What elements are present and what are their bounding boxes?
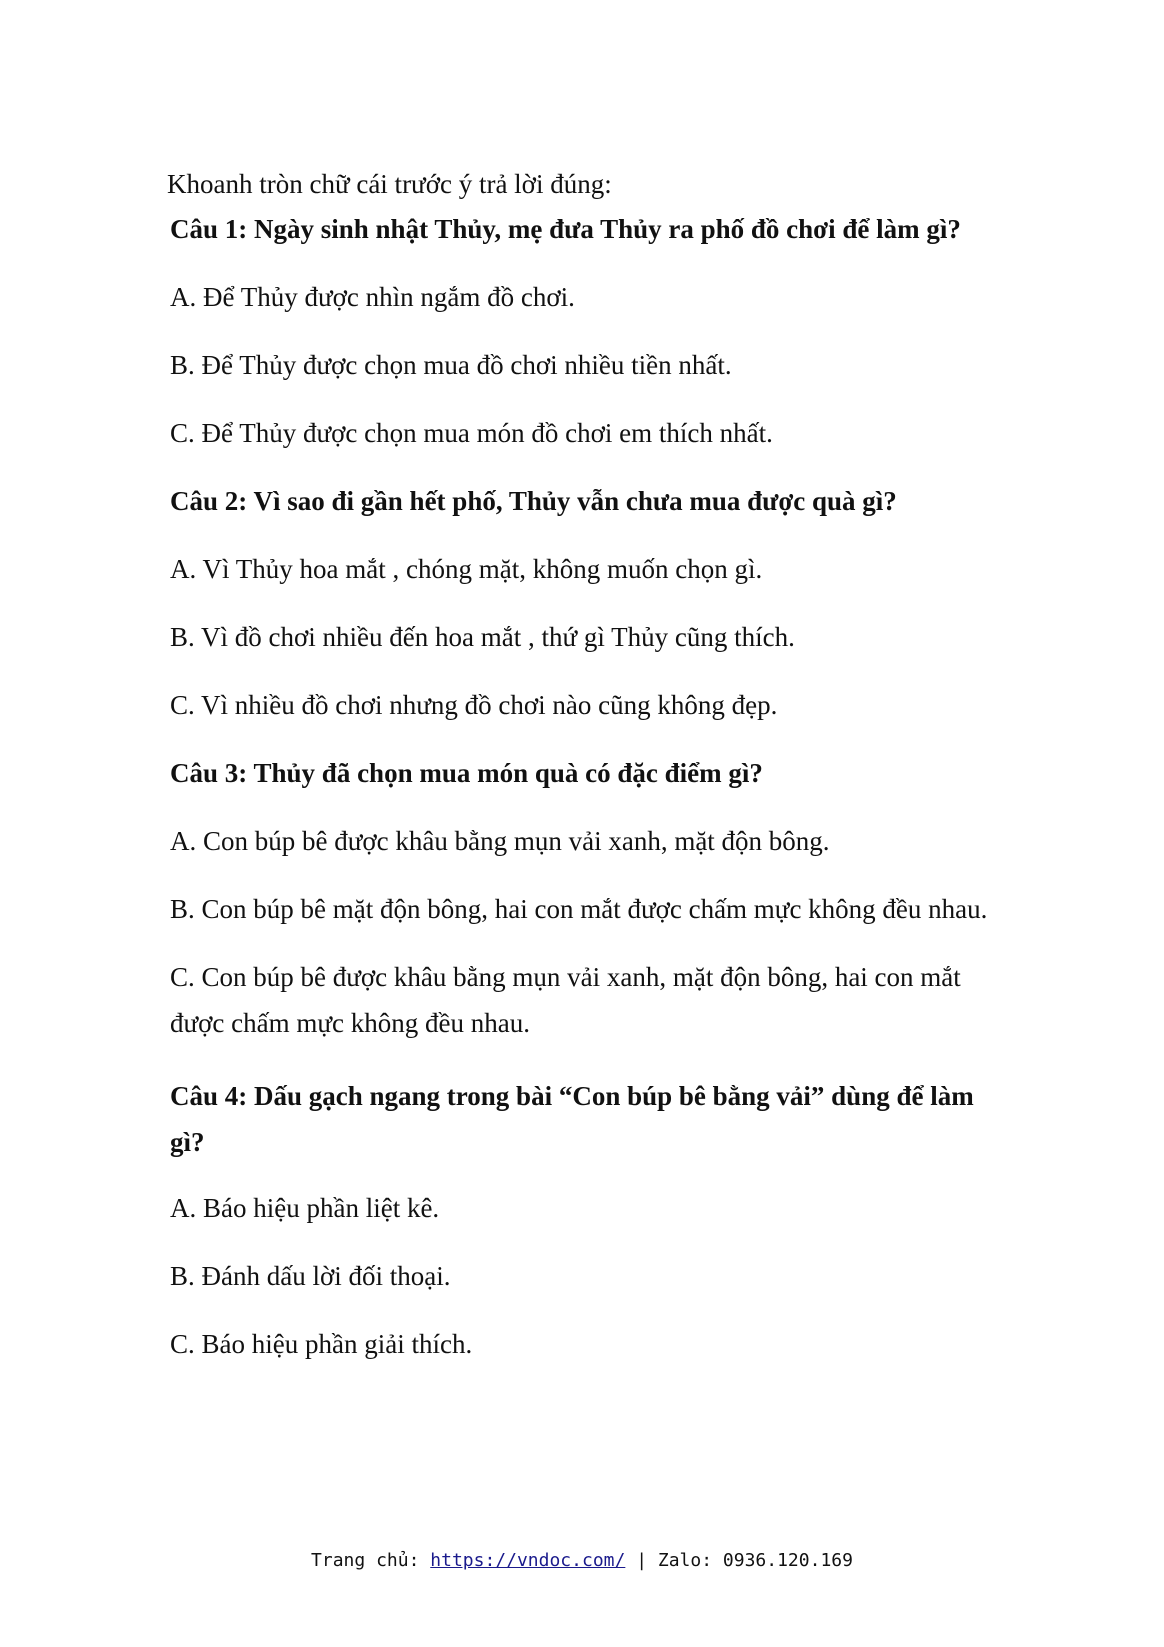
question-2-option-a: A. Vì Thủy hoa mắt , chóng mặt, không muốn chọn gì.: [170, 554, 763, 584]
footer-zalo-number: 0936.120.169: [722, 1550, 853, 1571]
question-4-option-b: B. Đánh dấu lời đối thoại.: [170, 1261, 451, 1291]
footer-separator: |: [636, 1550, 648, 1571]
question-3-prompt: Câu 3: Thủy đã chọn mua món quà có đặc điểm gì?: [170, 758, 763, 788]
question-3-option-c: C. Con búp bê được khâu bằng mụn vải xanh, mặt độn bông, hai con mắt được chấm mực không đều nhau.: [170, 962, 961, 1038]
question-3-option-a: A. Con búp bê được khâu bằng mụn vải xanh, mặt độn bông.: [170, 826, 830, 856]
question-2-prompt: Câu 2: Vì sao đi gần hết phố, Thủy vẫn chưa mua được quà gì?: [170, 486, 897, 516]
question-1-option-b: B. Để Thủy được chọn mua đồ chơi nhiều tiền nhất.: [170, 350, 732, 380]
question-1-prompt: Câu 1: Ngày sinh nhật Thủy, mẹ đưa Thủy ra phố đồ chơi để làm gì?: [170, 214, 961, 244]
footer-zalo-label: Zalo:: [657, 1550, 713, 1571]
question-1-option-a: A. Để Thủy được nhìn ngắm đồ chơi.: [170, 282, 575, 312]
question-3-option-b: B. Con búp bê mặt độn bông, hai con mắt được chấm mực không đều nhau.: [170, 894, 988, 924]
question-4-option-a: A. Báo hiệu phần liệt kê.: [170, 1193, 440, 1223]
question-4-prompt: Câu 4: Dấu gạch ngang trong bài “Con búp bê bằng vải” dùng để làm gì?: [170, 1081, 974, 1157]
question-1-option-c: C. Để Thủy được chọn mua món đồ chơi em thích nhất.: [170, 418, 773, 448]
footer-home-link[interactable]: https://vndoc.com/: [430, 1550, 626, 1571]
question-2-option-b: B. Vì đồ chơi nhiều đến hoa mắt , thứ gì Thủy cũng thích.: [170, 622, 795, 652]
question-4-option-c: C. Báo hiệu phần giải thích.: [170, 1329, 473, 1359]
question-2-option-c: C. Vì nhiều đồ chơi nhưng đồ chơi nào cũng không đẹp.: [170, 690, 778, 720]
page-footer: [0, 1549, 1164, 1573]
instruction-text: Khoanh tròn chữ cái trước ý trả lời đúng:: [167, 169, 612, 199]
footer-home-label: Trang chủ:: [311, 1550, 420, 1571]
